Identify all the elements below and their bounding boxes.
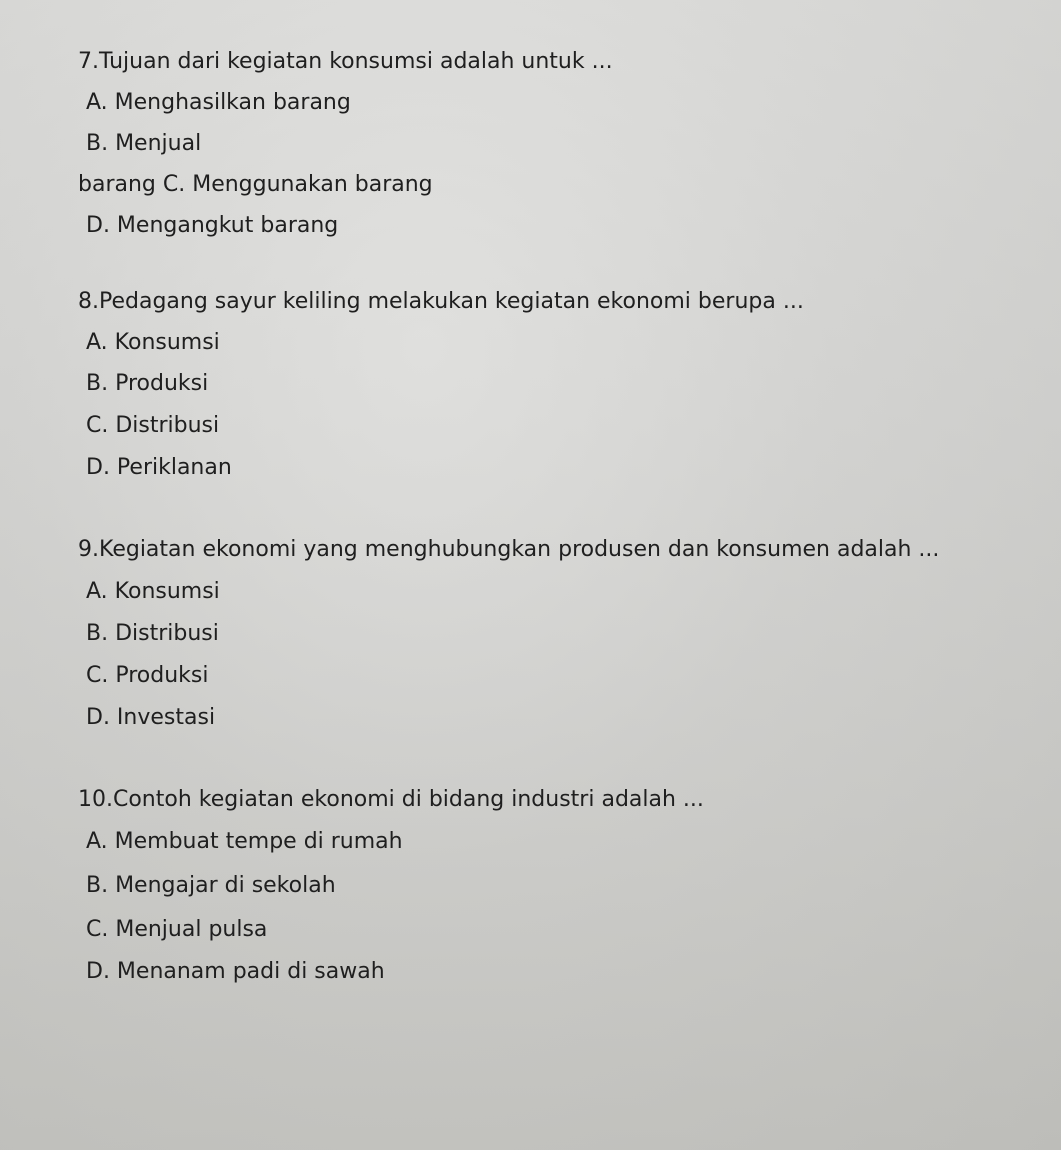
- question-8-title: 8.Pedagang sayur keliling melakukan kegiatan ekonomi berupa ...: [78, 289, 804, 314]
- question-9-title: 9.Kegiatan ekonomi yang menghubungkan produsen dan konsumen adalah ...: [78, 537, 940, 562]
- question-7-option-c: barang C. Menggunakan barang: [78, 172, 433, 197]
- question-9-option-b: B. Distribusi: [86, 621, 219, 646]
- question-10-option-d: D. Menanam padi di sawah: [86, 959, 385, 984]
- question-10-option-a: A. Membuat tempe di rumah: [86, 829, 403, 854]
- question-8-option-c: C. Distribusi: [86, 413, 220, 438]
- question-7-option-a: A. Menghasilkan barang: [86, 90, 351, 115]
- question-9-option-d: D. Investasi: [86, 705, 216, 730]
- question-10-option-c: C. Menjual pulsa: [86, 917, 268, 942]
- question-9-option-c: C. Produksi: [86, 663, 209, 688]
- question-8-option-b: B. Produksi: [86, 371, 209, 396]
- question-8-option-a: A. Konsumsi: [86, 330, 220, 355]
- question-10-option-b: B. Mengajar di sekolah: [86, 873, 336, 898]
- question-9-option-a: A. Konsumsi: [86, 579, 220, 604]
- question-10-title: 10.Contoh kegiatan ekonomi di bidang industri adalah ...: [78, 787, 704, 812]
- question-7-title: 7.Tujuan dari kegiatan konsumsi adalah untuk ...: [78, 49, 613, 74]
- question-7-option-d: D. Mengangkut barang: [86, 213, 339, 238]
- question-8-option-d: D. Periklanan: [86, 455, 232, 480]
- question-7-option-b: B. Menjual: [86, 131, 202, 156]
